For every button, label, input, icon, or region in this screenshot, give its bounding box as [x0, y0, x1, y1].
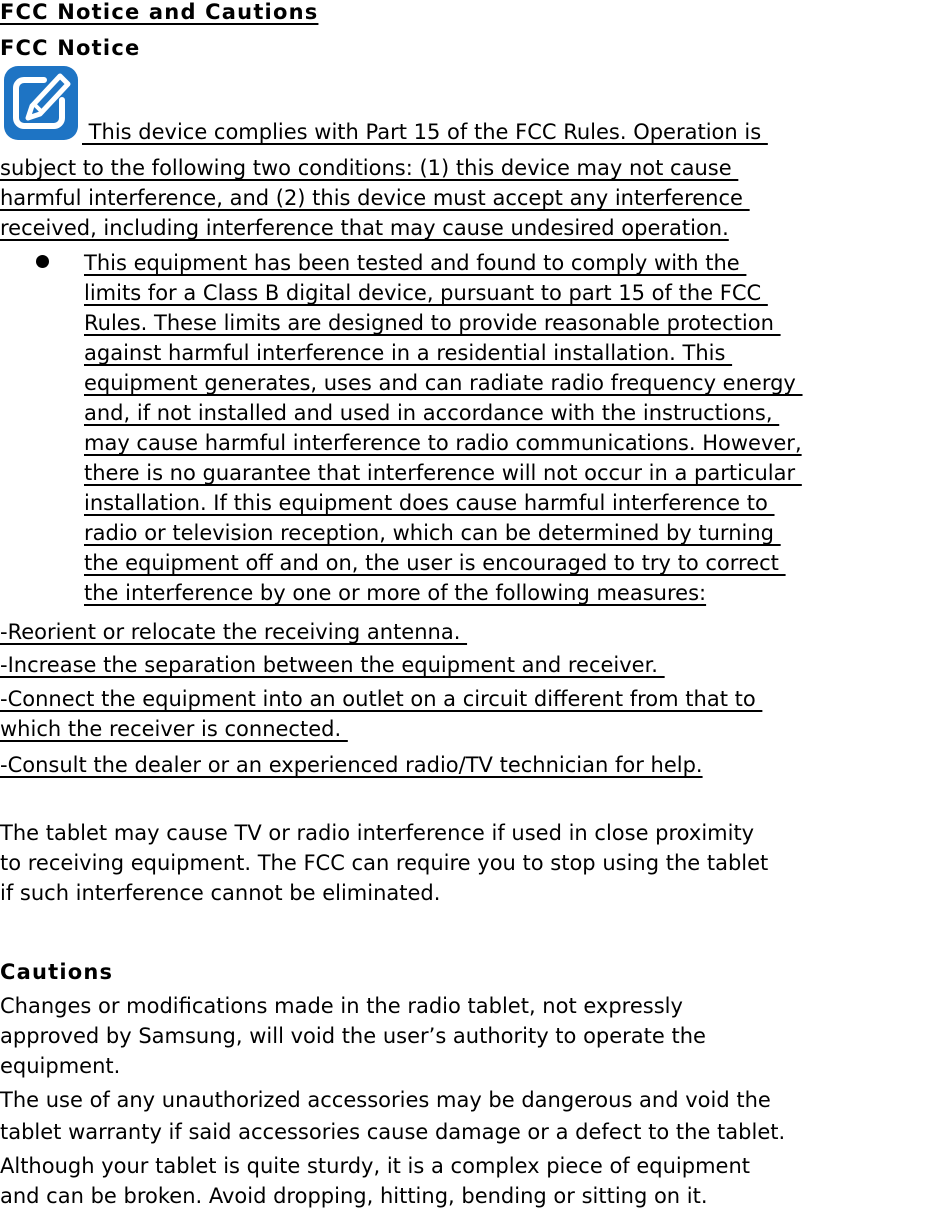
cautions-text-line: equipment. — [0, 1054, 121, 1078]
measure-line: -Consult the dealer or an experienced radio/TV technician for help. — [0, 753, 703, 777]
note-pen-icon — [4, 66, 78, 140]
bullet-marker — [36, 255, 49, 268]
cautions-text-line: The use of any unauthorized accessories may be dangerous and void the — [0, 1088, 771, 1112]
cautions-text-line: Although your tablet is quite sturdy, it is a complex piece of equipment — [0, 1154, 751, 1178]
bullet-text-line: may cause harmful interference to radio communications. However, — [84, 431, 802, 455]
notice-text-line: received, including interference that may cause undesired operation. — [0, 216, 729, 240]
bullet-text-line: limits for a Class B digital device, pursuant to part 15 of the FCC — [84, 281, 768, 305]
bullet-text-line: radio or television reception, which can be determined by turning — [84, 521, 781, 545]
bullet-text-line: installation. If this equipment does cause harmful interference to — [84, 491, 775, 515]
page-title: FCC Notice and Cautions — [0, 0, 319, 24]
cautions-text-line: and can be broken. Avoid dropping, hitting, bending or sitting on it. — [0, 1184, 708, 1208]
measure-line: -Reorient or relocate the receiving antenna. — [0, 620, 468, 644]
bullet-text-line: against harmful interference in a residential installation. This — [84, 341, 733, 365]
notice-text-line: harmful interference, and (2) this device must accept any interference — [0, 186, 750, 210]
bullet-text-line: there is no guarantee that interference will not occur in a particular — [84, 461, 802, 485]
notice-text-line: This device complies with Part 15 of the FCC Rules. Operation is — [82, 120, 768, 144]
measure-line: which the receiver is connected. — [0, 717, 348, 741]
measure-line: -Connect the equipment into an outlet on a circuit different from that to — [0, 687, 763, 711]
bullet-text-line: the equipment off and on, the user is encouraged to try to correct — [84, 551, 786, 575]
cautions-text-line: Changes or modifications made in the radio tablet, not expressly — [0, 994, 683, 1018]
tablet-text-line: if such interference cannot be eliminated. — [0, 881, 441, 905]
cautions-text-line: approved by Samsung, will void the user’s authority to operate the — [0, 1024, 706, 1048]
bullet-text-line: the interference by one or more of the following measures: — [84, 581, 707, 605]
cautions-text-line: tablet warranty if said accessories cause damage or a defect to the tablet. — [0, 1120, 786, 1144]
measure-line: -Increase the separation between the equipment and receiver. — [0, 653, 665, 677]
bullet-text-line: equipment generates, uses and can radiate radio frequency energy — [84, 371, 803, 395]
tablet-text-line: to receiving equipment. The FCC can require you to stop using the tablet — [0, 851, 769, 875]
notice-heading: FCC Notice — [0, 36, 141, 60]
notice-text-line: subject to the following two conditions: (1) this device may not cause — [0, 156, 739, 180]
cautions-heading: Cautions — [0, 960, 114, 984]
bullet-text-line: and, if not installed and used in accordance with the instructions, — [84, 401, 780, 425]
tablet-text-line: The tablet may cause TV or radio interference if used in close proximity — [0, 821, 755, 845]
bullet-text-line: This equipment has been tested and found to comply with the — [84, 251, 747, 275]
bullet-text-line: Rules. These limits are designed to provide reasonable protection — [84, 311, 781, 335]
